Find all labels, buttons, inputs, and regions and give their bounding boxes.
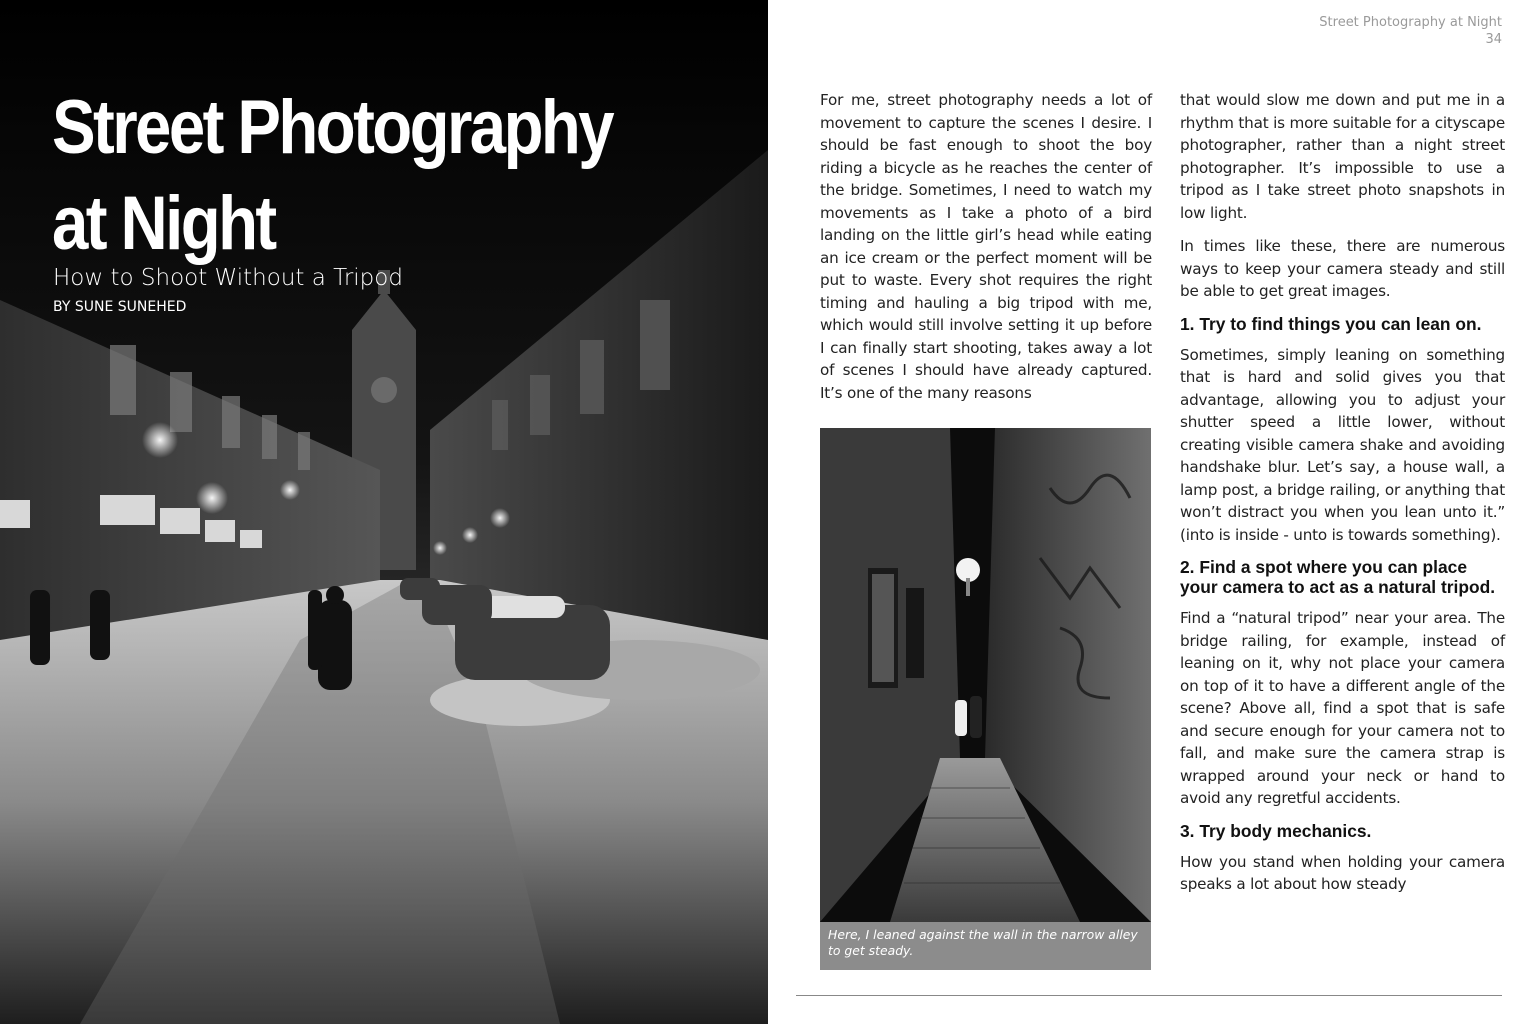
alley-photo-figure [820, 428, 1151, 970]
article-page [768, 0, 1536, 1024]
section-heading: 3. Try body mechanics. [1180, 820, 1372, 841]
body-paragraph: How you stand when holding your camera speaks a lot about how steady [1180, 852, 1505, 893]
body-paragraph: Find a “natural tripod” near your area. The bridge railing, for example, instead of leaning on it, why not place your camera on top of it to have a different angle of the scene? Above all, find a spot that is safe and secure enough for your camera not to fall, and make sure the camera strap is wrapped around your neck or hand to avoid any regretful accidents. [1180, 609, 1505, 807]
body-paragraph: Sometimes, simply leaning on something that is hard and solid gives you that advantage, allowing you to adjust your shutter speed a little lower, without creating visible camera shake and avoiding handshake blur. Let’s say, a house wall, a lamp post, a bridge railing, or anything that won’t distract you when you lean unto it.” (into is inside - unto is towards something). [1180, 345, 1505, 544]
article-subtitle: How to Shoot Without a Tripod [53, 265, 403, 291]
text-column-1 [820, 89, 1152, 415]
title-line-1: Street Photography [52, 85, 613, 170]
body-paragraph: that would slow me down and put me in a rhythm that is more suitable for a cityscape photographer, rather than a night street photographer. It’s impossible to use a tripod as I take street photo snapshots in low light. [1180, 91, 1505, 222]
title-line-2: at Night [52, 181, 275, 266]
article-title [52, 80, 654, 272]
author-byline: BY SUNE SUNEHED [53, 299, 187, 315]
alley-photo [820, 428, 1151, 922]
body-paragraph: For me, street photography needs a lot of movement to capture the scenes I desire. I should be fast enough to shoot the boy riding a bicycle as he reaches the center of the bridge. Sometimes, I need to watch my movements as I take a photo of a bird landing on the little girl’s head while eating an ice cream or the perfect moment will be put to waste. Every shot requires the right timing and hauling a big tripod with me, which would still involve setting it up before I can finally start shooting, takes away a lot of scenes I should have already captured. It’s one of the many reasons [820, 91, 1152, 402]
running-head-title: Street Photography at Night [1319, 15, 1502, 30]
footer-rule [796, 995, 1502, 996]
photo-caption: Here, I leaned against the wall in the narrow alley to get steady. [820, 922, 1151, 970]
text-column-2 [1180, 89, 1505, 907]
running-head [1319, 14, 1502, 48]
section-heading: 1. Try to find things you can lean on. [1180, 313, 1482, 334]
body-paragraph: In times like these, there are numerous ways to keep your camera steady and still be able to get great images. [1180, 237, 1505, 300]
section-heading: 2. Find a spot where you can place your camera to act as a natural tripod. [1180, 557, 1496, 597]
page-number: 34 [1485, 32, 1502, 47]
